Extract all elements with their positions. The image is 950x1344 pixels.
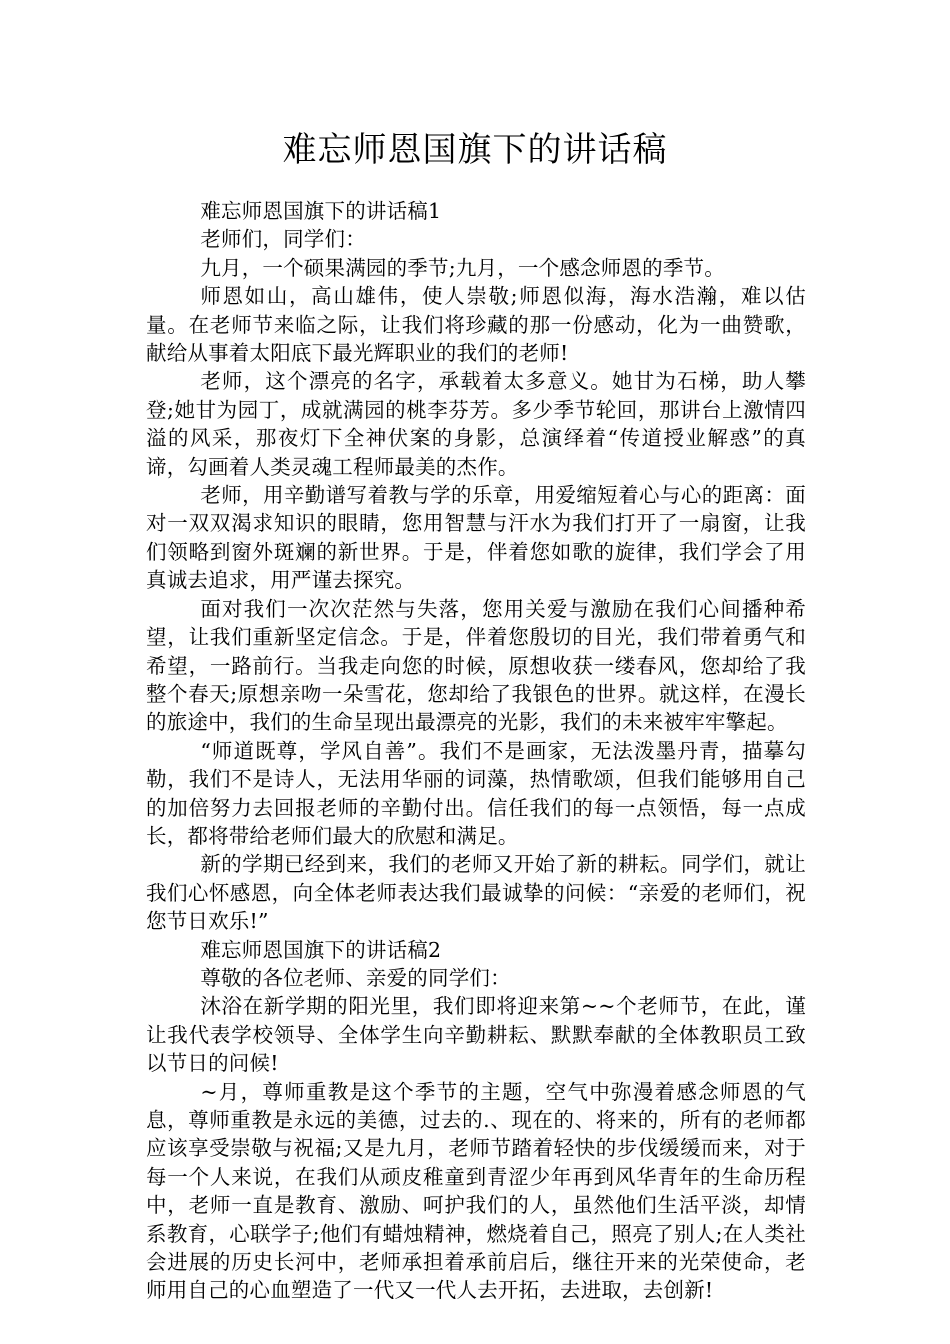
section-heading-1: 难忘师恩国旗下的讲话稿1 (200, 199, 442, 223)
body-paragraph: 沐浴在新学期的阳光里，我们即将迎来第~~个老师节，在此，谨让我代表学校领导、全体学生向辛勤耕耘、默默奉献的全体教职员工致以节日的问候! (146, 994, 806, 1076)
salutation-2: 尊敬的各位老师、亲爱的同学们： (200, 965, 511, 990)
body-paragraph: 老师，这个漂亮的名字，承载着太多意义。她甘为石梯，助人攀登;她甘为园丁，成就满园的桃李芬芳。多少季节轮回，那讲台上激情四溢的风采，那夜灯下全神伏案的身影，总演绎着“传道授业解惑”的真谛，勾画着人类灵魂工程师最美的杰作。 (146, 369, 806, 479)
body-paragraph: “师道既尊，学风自善”。我们不是画家，无法泼墨丹青，描摹勾勒，我们不是诗人，无法用华丽的词藻，热情歌颂，但我们能够用自己的加倍努力去回报老师的辛勤付出。信任我们的每一点领悟，每一点成长，都将带给老师们最大的欣慰和满足。 (146, 738, 806, 848)
document-body (146, 197, 806, 1305)
document-title: 难忘师恩国旗下的讲话稿 (282, 130, 668, 170)
body-paragraph: 师恩如山，高山雄伟，使人崇敬;师恩似海，海水浩瀚，难以估量。在老师节来临之际，让我们将珍藏的那一份感动，化为一曲赞歌，献给从事着太阳底下最光辉职业的我们的老师! (146, 284, 806, 366)
body-paragraph: 面对我们一次次茫然与失落，您用关爱与激励在我们心间播种希望，让我们重新坚定信念。于是，伴着您殷切的目光，我们带着勇气和希望，一路前行。当我走向您的时候，原想收获一缕春风，您却给了我整个春天;原想亲吻一朵雪花，您却给了我银色的世界。就这样，在漫长的旅途中，我们的生命呈现出最漂亮的光影，我们的未来被牢牢擎起。 (146, 596, 806, 735)
body-paragraph: 新的学期已经到来，我们的老师又开始了新的耕耘。同学们，就让我们心怀感恩，向全体老师表达我们最诚挚的问候：“亲爱的老师们，祝您节日欢乐!” (146, 852, 806, 934)
body-paragraph: 九月，一个硕果满园的季节;九月，一个感念师恩的季节。 (200, 255, 725, 280)
body-paragraph: 老师，用辛勤谱写着教与学的乐章，用爱缩短着心与心的距离：面对一双双渴求知识的眼睛，您用智慧与汗水为我们打开了一扇窗，让我们领略到窗外斑斓的新世界。于是，伴着您如歌的旋律，我们学会了用真诚去追求，用严谨去探究。 (146, 483, 806, 593)
section-heading-2: 难忘师恩国旗下的讲话稿2 (200, 937, 442, 962)
salutation-1: 老师们，同学们： (200, 227, 366, 252)
body-paragraph: ~月，尊师重教是这个季节的主题，空气中弥漫着感念师恩的气息，尊师重教是永远的美德，过去的.、现在的、将来的，所有的老师都应该享受崇敬与祝福;又是九月，老师节踏着轻快的步伐缓缓而来，对于每一个人来说，在我们从顽皮稚童到青涩少年再到风华青年的生命历程中，老师一直是教育、激励、呵护我们的人，虽然他们生活平淡，却情系教育，心联学子;他们有蜡烛精神，燃烧着自己，照亮了别人;在人类社会进展的历史长河中，老师承担着承前启后，继往开来的光荣使命，老师用自己的心血塑造了一代又一代人去开拓，去进取，去创新! (146, 1079, 806, 1303)
